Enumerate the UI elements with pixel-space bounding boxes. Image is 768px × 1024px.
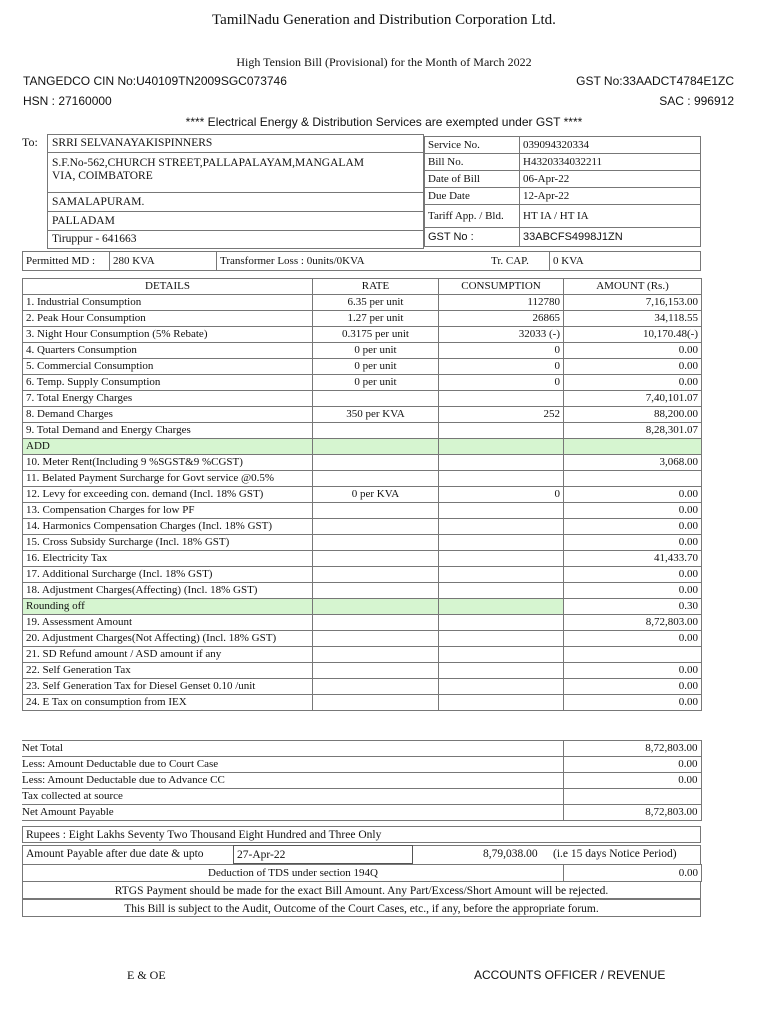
eoe-label: E & OE bbox=[127, 968, 166, 982]
charge-rate bbox=[313, 535, 439, 551]
charge-consumption: 32033 (-) bbox=[439, 327, 564, 343]
bill-info-label: Tariff App. / Bld. bbox=[425, 205, 520, 228]
charge-consumption bbox=[439, 519, 564, 535]
charge-details: 8. Demand Charges bbox=[23, 407, 313, 423]
cin-number: TANGEDCO CIN No:U40109TN2009SGC073746 bbox=[23, 74, 287, 88]
charge-rate bbox=[313, 391, 439, 407]
transformer-loss-label: Transformer Loss : bbox=[220, 254, 304, 267]
rounding-amount: 0.30 bbox=[564, 599, 702, 615]
total-label: Less: Amount Deductable due to Court Case bbox=[22, 757, 563, 773]
charge-row bbox=[23, 647, 702, 663]
total-amount: 8,72,803.00 bbox=[563, 741, 701, 757]
charge-row bbox=[23, 455, 702, 471]
charge-amount: 0.00 bbox=[564, 519, 702, 535]
charge-consumption: 0 bbox=[439, 487, 564, 503]
charge-rate bbox=[313, 455, 439, 471]
after-due-label: Amount Payable after due date & upto bbox=[26, 848, 204, 860]
charge-row bbox=[23, 295, 702, 311]
total-amount: 8,72,803.00 bbox=[563, 805, 701, 821]
charge-details: 18. Adjustment Charges(Affecting) (Incl. 18% GST) bbox=[23, 583, 313, 599]
charge-rate: 0.3175 per unit bbox=[313, 327, 439, 343]
charge-details: 4. Quarters Consumption bbox=[23, 343, 313, 359]
charge-consumption: 26865 bbox=[439, 311, 564, 327]
hsn-code: HSN : 27160000 bbox=[23, 94, 112, 108]
charge-details: 9. Total Demand and Energy Charges bbox=[23, 423, 313, 439]
charge-rate bbox=[313, 503, 439, 519]
charge-consumption: 0 bbox=[439, 359, 564, 375]
charge-details: 2. Peak Hour Consumption bbox=[23, 311, 313, 327]
charge-consumption: 0 bbox=[439, 375, 564, 391]
permitted-md-label: Permitted MD : bbox=[23, 252, 110, 271]
charge-details: 22. Self Generation Tax bbox=[23, 663, 313, 679]
rounding-label: Rounding off bbox=[23, 599, 313, 615]
charge-row bbox=[23, 695, 702, 711]
charge-rate bbox=[313, 423, 439, 439]
charge-row bbox=[23, 391, 702, 407]
charge-amount: 8,72,803.00 bbox=[564, 615, 702, 631]
charge-amount: 34,118.55 bbox=[564, 311, 702, 327]
bill-info-label: Bill No. bbox=[425, 154, 520, 171]
charge-row bbox=[23, 471, 702, 487]
bill-info-value: 039094320334 bbox=[520, 137, 701, 154]
company-title: TamilNadu Generation and Distribution Corporation Ltd. bbox=[212, 12, 556, 28]
column-header-details: DETAILS bbox=[23, 279, 313, 295]
sac-code: SAC : 996912 bbox=[659, 94, 734, 108]
address-line-4: PALLADAM bbox=[48, 212, 423, 231]
charge-row bbox=[23, 535, 702, 551]
charge-amount: 8,28,301.07 bbox=[564, 423, 702, 439]
charge-amount: 0.00 bbox=[564, 359, 702, 375]
charge-amount: 0.00 bbox=[564, 487, 702, 503]
consumer-name: SRRI SELVANAYAKISPINNERS bbox=[48, 135, 423, 153]
charge-amount bbox=[564, 471, 702, 487]
charge-details: 5. Commercial Consumption bbox=[23, 359, 313, 375]
charge-row bbox=[23, 583, 702, 599]
bill-info-row bbox=[425, 228, 701, 247]
total-row bbox=[22, 789, 701, 805]
charge-row bbox=[23, 615, 702, 631]
charge-details: 24. E Tax on consumption from IEX bbox=[23, 695, 313, 711]
charge-consumption bbox=[439, 423, 564, 439]
charge-amount: 0.00 bbox=[564, 503, 702, 519]
charge-consumption bbox=[439, 583, 564, 599]
charge-consumption: 252 bbox=[439, 407, 564, 423]
bill-info-row bbox=[425, 188, 701, 205]
charge-details: 1. Industrial Consumption bbox=[23, 295, 313, 311]
charge-row bbox=[23, 423, 702, 439]
charge-amount: 0.00 bbox=[564, 663, 702, 679]
total-row bbox=[22, 805, 701, 821]
charge-rate bbox=[313, 471, 439, 487]
consumer-address-lines bbox=[48, 153, 423, 193]
charge-rate: 6.35 per unit bbox=[313, 295, 439, 311]
charge-consumption bbox=[439, 455, 564, 471]
charge-consumption: 112780 bbox=[439, 295, 564, 311]
bill-info-row bbox=[425, 171, 701, 188]
charge-row bbox=[23, 343, 702, 359]
permitted-md-value: 280 KVA bbox=[110, 252, 217, 271]
charge-amount: 0.00 bbox=[564, 535, 702, 551]
charge-details: 10. Meter Rent(Including 9 %SGST&9 %CGST) bbox=[23, 455, 313, 471]
bill-info-value: 06-Apr-22 bbox=[520, 171, 701, 188]
bill-info-row bbox=[425, 154, 701, 171]
charge-consumption bbox=[439, 471, 564, 487]
charge-details: 20. Adjustment Charges(Not Affecting) (Incl. 18% GST) bbox=[23, 631, 313, 647]
total-amount: 0.00 bbox=[563, 773, 701, 789]
charge-row bbox=[23, 487, 702, 503]
total-label: Tax collected at source bbox=[22, 789, 563, 805]
charge-rate bbox=[313, 583, 439, 599]
bill-info-row bbox=[425, 137, 701, 154]
totals-table bbox=[22, 740, 702, 821]
charge-amount: 0.00 bbox=[564, 375, 702, 391]
charge-amount: 0.00 bbox=[564, 631, 702, 647]
charge-amount: 3,068.00 bbox=[564, 455, 702, 471]
charge-amount: 7,40,101.07 bbox=[564, 391, 702, 407]
to-label: To: bbox=[22, 135, 38, 149]
after-due-amount: 8,79,038.00 bbox=[483, 848, 538, 860]
notice-period-note: (i.e 15 days Notice Period) bbox=[553, 848, 677, 860]
charge-consumption bbox=[439, 391, 564, 407]
charge-row bbox=[23, 503, 702, 519]
total-label: Net Total bbox=[22, 741, 563, 757]
charge-rate: 0 per unit bbox=[313, 343, 439, 359]
accounts-officer-signature-label: ACCOUNTS OFFICER / REVENUE bbox=[474, 968, 666, 982]
charge-amount: 41,433.70 bbox=[564, 551, 702, 567]
charge-amount: 10,170.48(-) bbox=[564, 327, 702, 343]
after-due-date: 27-Apr-22 bbox=[233, 845, 413, 864]
charge-amount: 0.00 bbox=[564, 679, 702, 695]
column-header-consumption: CONSUMPTION bbox=[439, 279, 564, 295]
charge-amount: 0.00 bbox=[564, 695, 702, 711]
charge-details: 6. Temp. Supply Consumption bbox=[23, 375, 313, 391]
charge-consumption: 0 bbox=[439, 343, 564, 359]
charge-amount: 0.00 bbox=[564, 583, 702, 599]
column-header-amount: AMOUNT (Rs.) bbox=[564, 279, 702, 295]
charge-consumption bbox=[439, 503, 564, 519]
transformer-loss-cell bbox=[217, 252, 489, 271]
charge-amount: 0.00 bbox=[564, 343, 702, 359]
charge-amount: 7,16,153.00 bbox=[564, 295, 702, 311]
audit-note: This Bill is subject to the Audit, Outcome of the Court Cases, etc., if any, before the appropriate forum. bbox=[22, 899, 701, 917]
bill-info-label: Service No. bbox=[425, 137, 520, 154]
bill-info-label: GST No : bbox=[425, 228, 520, 247]
address-line-3: SAMALAPURAM. bbox=[48, 193, 423, 212]
charges-table bbox=[22, 278, 702, 711]
bill-info-label: Date of Bill bbox=[425, 171, 520, 188]
tds-label: Deduction of TDS under section 194Q bbox=[23, 865, 564, 882]
charge-rate bbox=[313, 551, 439, 567]
consumer-address-box bbox=[47, 134, 424, 249]
charge-details: 15. Cross Subsidy Surcharge (Incl. 18% GST) bbox=[23, 535, 313, 551]
total-amount: 0.00 bbox=[563, 757, 701, 773]
tr-cap-label: Tr. CAP. bbox=[488, 252, 550, 271]
total-row bbox=[22, 773, 701, 789]
add-section-row bbox=[23, 439, 702, 455]
bill-info-value: 12-Apr-22 bbox=[520, 188, 701, 205]
charge-details: 16. Electricity Tax bbox=[23, 551, 313, 567]
charge-rate bbox=[313, 519, 439, 535]
charge-details: 17. Additional Surcharge (Incl. 18% GST) bbox=[23, 567, 313, 583]
charge-row bbox=[23, 567, 702, 583]
address-line-2: VIA, COIMBATORE bbox=[52, 170, 153, 182]
charge-rate: 350 per KVA bbox=[313, 407, 439, 423]
tds-row bbox=[22, 864, 702, 882]
address-line-5: Tiruppur - 641663 bbox=[52, 233, 137, 245]
total-label: Less: Amount Deductable due to Advance CC bbox=[22, 773, 563, 789]
charge-row bbox=[23, 631, 702, 647]
charge-row bbox=[23, 519, 702, 535]
charge-details: 14. Harmonics Compensation Charges (Incl. 18% GST) bbox=[23, 519, 313, 535]
after-due-row bbox=[22, 845, 701, 865]
rtgs-note: RTGS Payment should be made for the exact Bill Amount. Any Part/Excess/Short Amount will be rejected. bbox=[22, 881, 701, 899]
add-label: ADD bbox=[23, 439, 313, 455]
charge-consumption bbox=[439, 535, 564, 551]
bill-info-table bbox=[424, 136, 701, 247]
charge-details: 3. Night Hour Consumption (5% Rebate) bbox=[23, 327, 313, 343]
tds-amount: 0.00 bbox=[564, 865, 702, 882]
company-gst-number: GST No:33AADCT4784E1ZC bbox=[576, 74, 734, 88]
charges-header-row bbox=[23, 279, 702, 295]
charge-amount bbox=[564, 647, 702, 663]
charge-rate bbox=[313, 567, 439, 583]
charge-details: 19. Assessment Amount bbox=[23, 615, 313, 631]
charge-details: 13. Compensation Charges for low PF bbox=[23, 503, 313, 519]
bill-info-value: 33ABCFS4998J1ZN bbox=[520, 228, 701, 247]
charge-amount: 0.00 bbox=[564, 567, 702, 583]
charge-rate: 1.27 per unit bbox=[313, 311, 439, 327]
charge-rate: 0 per KVA bbox=[313, 487, 439, 503]
total-row bbox=[22, 741, 701, 757]
gst-exemption-note: **** Electrical Energy & Distribution Services are exempted under GST **** bbox=[185, 115, 583, 129]
charge-row bbox=[23, 407, 702, 423]
charge-row bbox=[23, 375, 702, 391]
tr-cap-value: 0 KVA bbox=[550, 252, 701, 271]
total-row bbox=[22, 757, 701, 773]
bill-info-row bbox=[425, 205, 701, 228]
charge-details: 11. Belated Payment Surcharge for Govt service @0.5% bbox=[23, 471, 313, 487]
bill-info-value: HT IA / HT IA bbox=[520, 205, 701, 228]
bill-info-value: H4320334032211 bbox=[520, 154, 701, 171]
bill-title: High Tension Bill (Provisional) for the Month of March 2022 bbox=[236, 55, 532, 69]
charge-details: 7. Total Energy Charges bbox=[23, 391, 313, 407]
charge-row bbox=[23, 551, 702, 567]
charge-row bbox=[23, 679, 702, 695]
charge-consumption bbox=[439, 567, 564, 583]
charge-rate: 0 per unit bbox=[313, 359, 439, 375]
bill-info-label: Due Date bbox=[425, 188, 520, 205]
charge-row bbox=[23, 359, 702, 375]
charge-details: 23. Self Generation Tax for Diesel Genset 0.10 /unit bbox=[23, 679, 313, 695]
transformer-loss-value: 0units/0KVA bbox=[306, 254, 365, 267]
rounding-row bbox=[23, 599, 702, 615]
charge-rate: 0 per unit bbox=[313, 375, 439, 391]
charge-row bbox=[23, 311, 702, 327]
total-label: Net Amount Payable bbox=[22, 805, 563, 821]
demand-info-row bbox=[22, 251, 701, 271]
address-line-1: S.F.No-562,CHURCH STREET,PALLAPALAYAM,MANGALAM bbox=[52, 157, 364, 169]
charge-details: 21. SD Refund amount / ASD amount if any bbox=[23, 647, 313, 663]
total-amount bbox=[563, 789, 701, 805]
charge-amount: 88,200.00 bbox=[564, 407, 702, 423]
charge-row bbox=[23, 663, 702, 679]
charge-details: 12. Levy for exceeding con. demand (Incl. 18% GST) bbox=[23, 487, 313, 503]
column-header-rate: RATE bbox=[313, 279, 439, 295]
charge-consumption bbox=[439, 551, 564, 567]
amount-in-words: Rupees : Eight Lakhs Seventy Two Thousand Eight Hundred and Three Only bbox=[22, 826, 701, 843]
charge-row bbox=[23, 327, 702, 343]
